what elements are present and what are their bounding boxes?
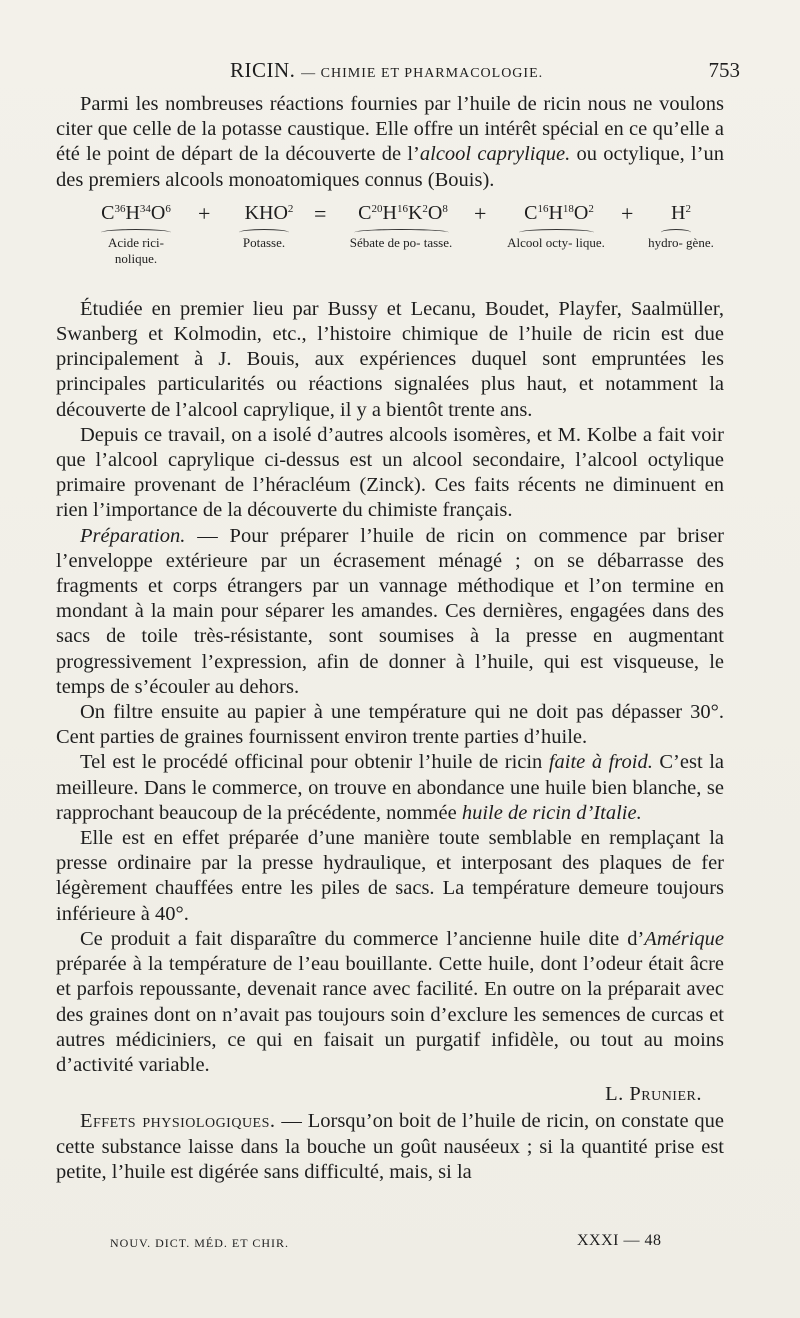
eq-label-5: hydro- gène. xyxy=(648,234,714,250)
footer-volume: XXXI — 48 xyxy=(577,1232,662,1249)
eq-term-5: $H^2$ xyxy=(671,201,691,224)
paragraph-5: On filtre ensuite au papier à une température qui ne doit pas dépasser 30°. Cent parties de graines fournissent environ trente parties d’huile. xyxy=(56,701,724,749)
eq-label-4: Alcool octy- lique. xyxy=(507,234,605,250)
eq-term-4: $C^{16}H^{18}O^2$ xyxy=(524,201,594,224)
paragraph-4 xyxy=(56,524,724,700)
eq-term-3: $C^{20}H^{16}K^2O^8$ xyxy=(358,201,448,224)
eq-operator-3: + xyxy=(474,200,487,226)
eq-operator-2: = xyxy=(314,200,327,226)
paragraph-6-emphasis-1: faite à froid. xyxy=(548,751,653,774)
paragraph-1 xyxy=(56,92,724,193)
paragraph-1-end: ou octylique, l’un des premiers alcools monoatomiques connus (Bouis). xyxy=(56,143,725,191)
paragraph-6-mid: C’est la meilleure. Dans le commerce, on trouve en abondance une huile bien blanche, se rapprochant beaucoup de la précédente, nommée xyxy=(56,751,724,824)
eq-term-2: KHO$^2$ xyxy=(244,201,294,224)
paragraph-8-end: préparée à la température de l’eau bouillante. Cette huile, dont l’odeur était âcre et parfois repoussante, devenait rance avec facilité. En outre on la préparait avec des graines dont on n’avait pas toujours soin d’exclure les semences de curcas et autres médiciniers, ce qui en faisait un purgatif infidèle, ou tout au moins d’activité variable. xyxy=(56,953,724,1076)
author-signature: L. Prunier. xyxy=(605,1083,702,1106)
running-head xyxy=(230,58,543,83)
paragraph-2: Étudiée en premier lieu par Bussy et Lecanu, Boudet, Playfer, Saalmüller, Swanberg et Kolmodin, etc., l’histoire chimique de l’huile de ricin est due principalement à J. Bouis, aux expériences duquel sont empruntées les principales particularités ou réactions signalées plus haut, et notamment la découverte de l’alcool caprylique, il y a bientôt trente ans. xyxy=(56,297,724,421)
paragraph-8-text: Ce produit a fait disparaître du commerce l’ancienne huile dite d’ xyxy=(80,927,645,950)
paragraph-6 xyxy=(56,750,724,826)
eq-operator-4: + xyxy=(621,200,634,226)
page-number: 753 xyxy=(708,58,740,82)
paragraph-7: Elle est en effet préparée d’une manière toute semblable en remplaçant la presse ordinaire par la presse hydraulique, et interposant des plaques de fer légèrement chauffées entre les piles de sacs. La température demeure toujours inférieure à 40°. xyxy=(56,827,724,925)
footer-signature-mark: NOUV. DICT. MÉD. ET CHIR. xyxy=(110,1236,290,1250)
paragraph-4-text: — Pour préparer l’huile de ricin on commence par briser l’enveloppe extérieure par un écrasement ménagé ; on se débarrasse des fragments et corps étrangers par un vannage méthodique et l’on termine en mondant à la main pour séparer les amandes. Ces dernières, engagées dans des sacs de toile très-résistante, sont soumises à la presse en augmentant progressivement l’expression, afin de donner à l’huile, qui est visqueuse, le temps de s’écouler au dehors. xyxy=(56,524,724,698)
running-head-rest: — CHIMIE ET PHARMACOLOGIE. xyxy=(301,66,544,81)
paragraph-3: Depuis ce travail, on a isolé d’autres alcools isomères, et M. Kolbe a fait voir que l’alcool caprylique ci-dessus est un alcool secondaire, l’alcool octylique primaire provenant de l’héracléum (Zinck). Ces faits récents ne diminuent en rien l’importance de la découverte du chimiste français. xyxy=(56,423,724,522)
eq-operator-1: + xyxy=(198,200,211,226)
paragraph-1-emphasis: alcool caprylique. xyxy=(419,143,571,166)
paragraph-8-emphasis: Amérique xyxy=(644,927,724,950)
section-heading-preparation: Préparation. xyxy=(80,524,186,547)
paragraph-8 xyxy=(56,927,724,1078)
paragraph-1-text: Parmi les nombreuses réactions fournies par l’huile de ricin nous ne voulons citer que celle de la potasse caustique. Elle offre un intérêt spécial en ce qu’elle a été le point de départ de la découverte de l’ xyxy=(56,93,724,166)
eq-label-3: Sébate de po- tasse. xyxy=(349,234,453,250)
body-text xyxy=(56,92,724,1185)
eq-label-2: Potasse. xyxy=(242,234,286,250)
paragraph-6-emphasis-2: huile de ricin d’Italie. xyxy=(461,801,642,824)
page-header xyxy=(0,58,800,88)
section-heading-effets: Effets physiologiques. xyxy=(80,1110,276,1133)
paragraph-9-text: — Lorsqu’on boit de l’huile de ricin, on constate que cette substance laisse dans la bouche un goût nauséeux ; si la quantité prise est petite, l’huile est digérée sans difficulté, mais, si la xyxy=(56,1110,725,1183)
eq-term-1: $C^{36}H^{34}O^6$ xyxy=(101,201,171,224)
eq-label-1: Acide rici- nolique. xyxy=(108,234,164,266)
paragraph-6-text: Tel est le procédé officinal pour obtenir l’huile de ricin xyxy=(80,751,549,774)
paragraph-9 xyxy=(56,1109,724,1185)
running-head-main: RICIN. xyxy=(230,58,296,82)
page-footer xyxy=(0,1232,800,1256)
chemical-equation xyxy=(56,201,724,291)
